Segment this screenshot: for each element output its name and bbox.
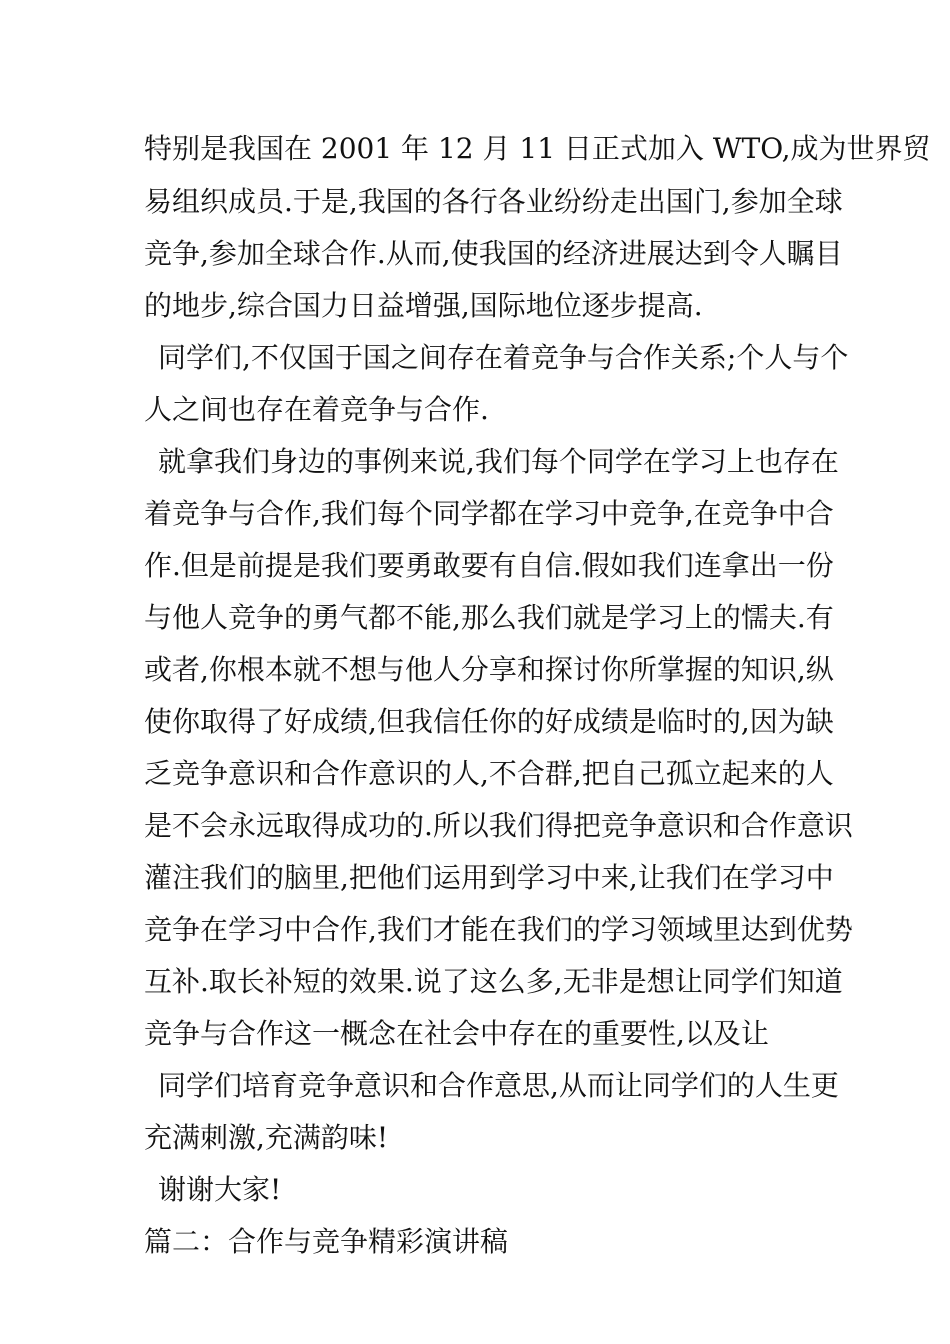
- text-line: 竞争与合作这一概念在社会中存在的重要性,以及让: [144, 1017, 769, 1050]
- text-line: 同学们培育竞争意识和合作意思,从而让同学们的人生更: [158, 1069, 839, 1102]
- text-line: 是不会永远取得成功的.所以我们得把竞争意识和合作意识: [144, 809, 853, 842]
- text-line: 或者,你根本就不想与他人分享和探讨你所掌握的知识,纵: [144, 653, 834, 686]
- text-line: 与他人竞争的勇气都不能,那么我们就是学习上的懦夫.有: [144, 601, 834, 634]
- text-line: 的地步,综合国力日益增强,国际地位逐步提高.: [144, 289, 703, 322]
- text-line: 作.但是前提是我们要勇敢要有自信.假如我们连拿出一份: [144, 549, 834, 582]
- text-line: 就拿我们身边的事例来说,我们每个同学在学习上也存在: [158, 445, 839, 478]
- text-line: 竞争,参加全球合作.从而,使我国的经济进展达到令人瞩目: [144, 237, 843, 270]
- section-heading: 篇二：合作与竞争精彩演讲稿: [144, 1225, 509, 1258]
- text-line: 特别是我国在 2001 年 12 月 11 日正式加入 WTO,成为世界贸: [144, 132, 931, 165]
- text-line: 乏竞争意识和合作意识的人,不合群,把自己孤立起来的人: [144, 757, 834, 790]
- text-line: 充满刺激,充满韵味!: [144, 1121, 389, 1154]
- text-line: 互补.取长补短的效果.说了这么多,无非是想让同学们知道: [144, 965, 843, 998]
- text-line: 竞争在学习中合作,我们才能在我们的学习领域里达到优势: [144, 913, 853, 946]
- text-line: 人之间也存在着竞争与合作.: [144, 393, 489, 426]
- text-line: 同学们,不仅国于国之间存在着竞争与合作关系;个人与个: [158, 341, 849, 374]
- text-line: 灌注我们的脑里,把他们运用到学习中来,让我们在学习中: [144, 861, 834, 894]
- text-line: 着竞争与合作,我们每个同学都在学习中竞争,在竞争中合: [144, 497, 834, 530]
- text-line: 谢谢大家!: [158, 1173, 282, 1206]
- text-line: 易组织成员.于是,我国的各行各业纷纷走出国门,参加全球: [144, 185, 843, 218]
- text-line: 使你取得了好成绩,但我信任你的好成绩是临时的,因为缺: [144, 705, 834, 738]
